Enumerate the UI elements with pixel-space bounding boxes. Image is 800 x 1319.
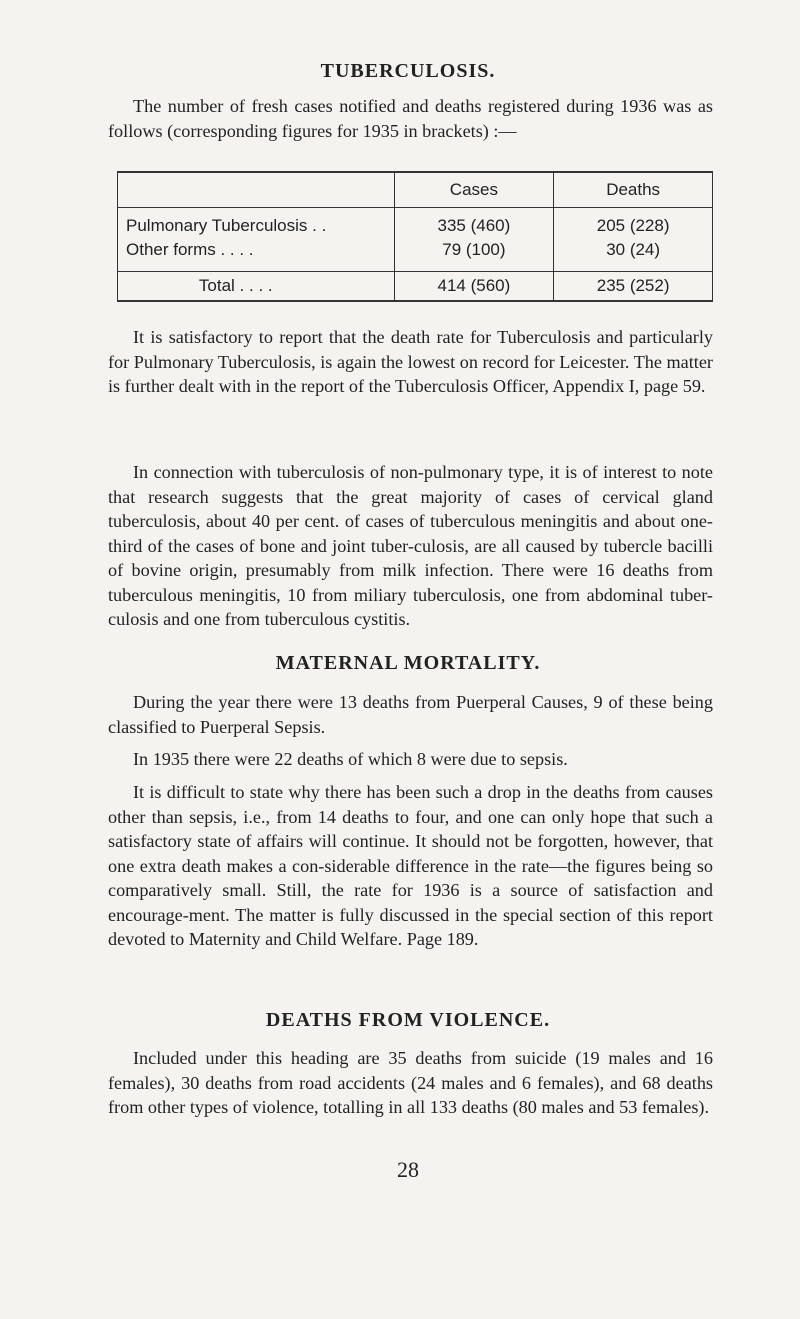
maternal-paragraph-2: In 1935 there were 22 deaths of which 8 were due to sepsis.: [133, 749, 568, 769]
tuberculosis-paragraph-2: In connection with tuberculosis of non-pulmonary type, it is of interest to note that research suggests that the great majority of cases of cervical gland tuberculosis, about 40 per cent. of cases of tuberculous meningitis and about one-third of the cases of bone and joint tuber-culosis, are all caused by tubercle bacilli of bovine origin, presumably from milk infection. There were 16 deaths from tuberculous meningitis, 10 from miliary tuberculosis, one from abdominal tuber-culosis and one from tuberculous cystitis.: [108, 462, 713, 629]
table-header-deaths: Deaths: [554, 172, 713, 208]
total-cases: 414 (560): [394, 272, 554, 302]
tuberculosis-intro: The number of fresh cases notified and deaths registered during 1936 was as follows (corresponding figures for 1935 in brackets) :—: [108, 96, 713, 141]
table-deaths: [554, 208, 713, 272]
maternal-mortality-heading: MATERNAL MORTALITY.: [275, 652, 541, 674]
deaths-pulmonary: 205 (228): [596, 216, 670, 235]
violence-paragraph: Included under this heading are 35 deaths from suicide (19 males and 16 females), 30 deaths from road accidents (24 males and 6 females), and 68 deaths from other types of violence, totalling in all 133 deaths (80 males and 53 females).: [108, 1048, 713, 1117]
total-label: Total . . . .: [118, 272, 395, 302]
table-header-row: [118, 172, 713, 208]
maternal-paragraph-3: It is difficult to state why there has been such a drop in the deaths from causes other than sepsis, i.e., from 14 deaths to four, and one can only hope that such a satisfactory state of affairs will continue. It should not be forgotten, however, that one extra death makes a con-siderable difference in the rate—the figures being so comparatively small. Still, the rate for 1936 is a source of satisfaction and encourage-ment. The matter is fully discussed in the special section of this report devoted to Maternity and Child Welfare. Page 189.: [108, 782, 713, 949]
table-cases: [394, 208, 554, 272]
tuberculosis-heading: TUBERCULOSIS.: [320, 60, 496, 82]
table-header-cases: Cases: [394, 172, 554, 208]
cases-pulmonary: 335 (460): [437, 216, 511, 235]
cases-other: 79 (100): [442, 240, 506, 259]
row-label-other: Other forms . . . .: [126, 240, 254, 259]
total-deaths: 235 (252): [554, 272, 713, 302]
table-total-row: [118, 272, 713, 302]
table-body-rows: [118, 208, 713, 272]
deaths-other: 30 (24): [606, 240, 661, 259]
maternal-paragraph-1: During the year there were 13 deaths from Puerperal Causes, 9 of these being classified to Puerperal Sepsis.: [108, 692, 713, 737]
page-number: 28: [397, 1157, 419, 1182]
tuberculosis-table: [117, 171, 713, 302]
violence-heading: DEATHS FROM VIOLENCE.: [265, 1009, 551, 1031]
tuberculosis-paragraph-1: It is satisfactory to report that the death rate for Tuberculosis and particularly for Pulmonary Tuberculosis, is again the lowest on record for Leicester. The matter is further dealt with in the report of the Tuberculosis Officer, Appendix I, page 59.: [108, 327, 713, 396]
table-header-blank: [118, 172, 395, 208]
row-label-pulmonary: Pulmonary Tuberculosis . .: [126, 216, 327, 235]
table-labels: [118, 208, 395, 272]
